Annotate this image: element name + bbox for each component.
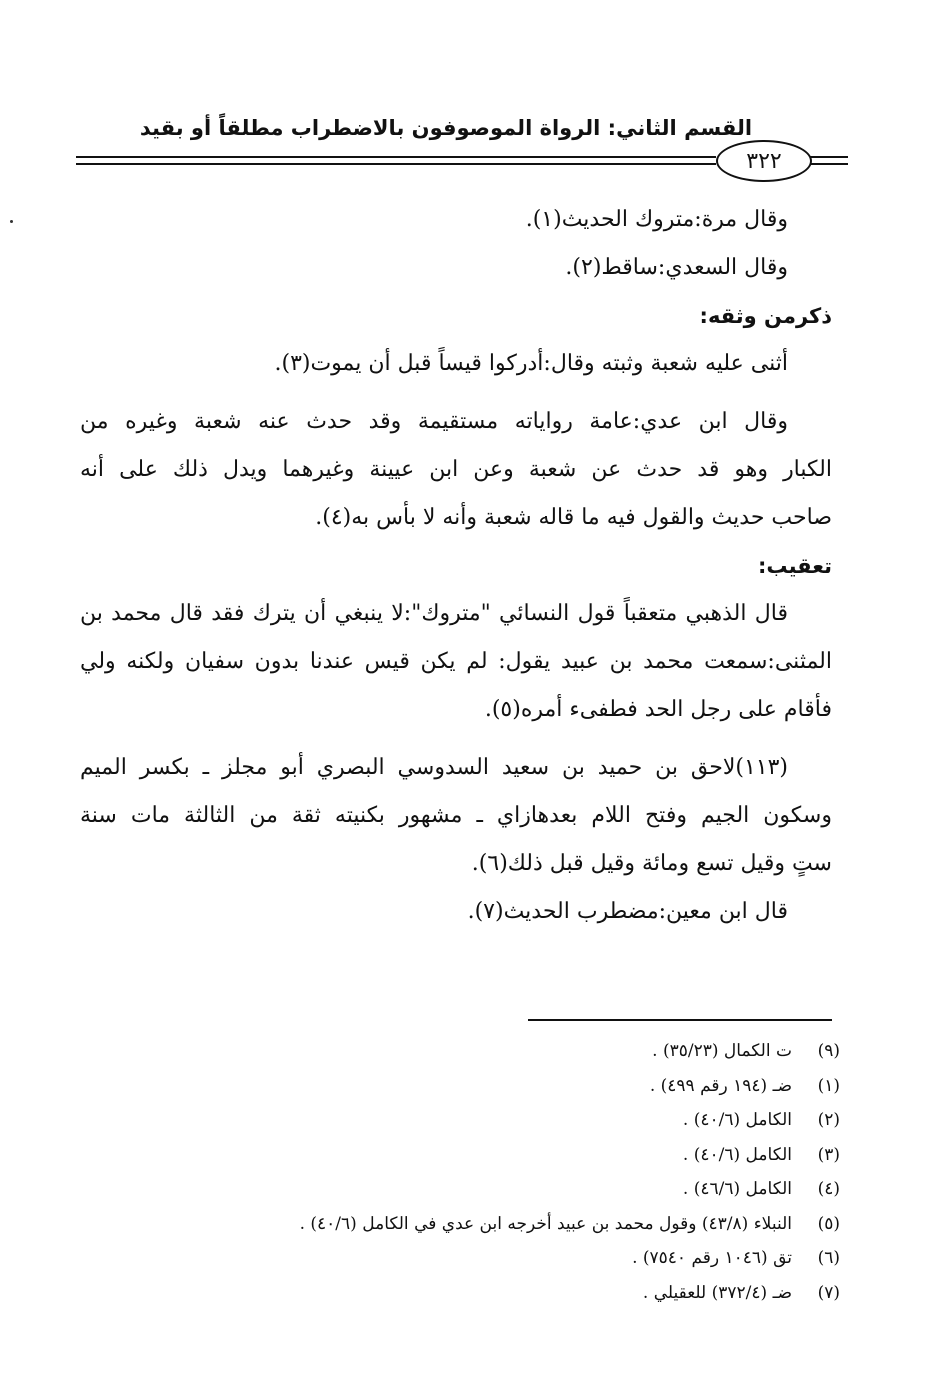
text-line: الكبار وهو قد حدث عن شعبة وعن ابن عيينة وغيرهما ويدل ذلك على أنه	[80, 457, 832, 482]
section-heading: ذكرمن وثقه:	[699, 304, 832, 328]
main-text	[80, 196, 832, 936]
text-line: أثنى عليه شعبة وثبته وقال:أدركوا قيساً قبل أن يموت(٣).	[274, 351, 788, 376]
footnote-separator	[528, 1019, 832, 1021]
footnote-number: (٩)	[817, 1041, 840, 1061]
footnote	[80, 1276, 840, 1311]
footnote-text: الكامل (٤٠/٦) .	[682, 1144, 792, 1165]
text-line: صاحب حديث والقول فيه ما قاله شعبة وأنه لا بأس به(٤).	[315, 505, 832, 530]
footnote-text: الكامل (٤٠/٦) .	[682, 1110, 792, 1130]
footnote-number: (٥)	[817, 1213, 840, 1234]
footnotes	[80, 1034, 840, 1310]
footnote-text: النبلاء (٤٣/٨) وقول محمد بن عبيد أخرجه ابن عدي في الكامل (٤٠/٦) .	[299, 1213, 792, 1234]
text-line: المثنى:سمعت محمد بن عبيد يقول: لم يكن قيس عندنا بدون سفيان ولكنه ولي	[80, 649, 832, 674]
header-rule-right-bottom	[808, 163, 848, 165]
text-line: فأقام على رجل الحد فطفىء أمره(٥).	[484, 697, 832, 722]
text-line: قال الذهبي متعقباً قول النسائي "متروك":لا ينبغي أن يترك فقد قال محمد بن	[80, 601, 788, 626]
header-rule-top	[76, 156, 716, 158]
text-line: قال ابن معين:مضطرب الحديث(٧).	[467, 899, 788, 924]
footnote	[80, 1241, 840, 1276]
section-heading: تعقيب:	[757, 554, 832, 578]
text-line: وقال ابن عدي:عامة رواياته مستقيمة وقد حدث عنه شعبة وغيره من	[80, 409, 788, 434]
footnote	[80, 1207, 840, 1242]
footnote-number: (٣)	[817, 1144, 840, 1165]
footnote	[80, 1034, 840, 1069]
paragraph-gap	[80, 388, 832, 398]
footnote-number: (٢)	[817, 1110, 840, 1130]
page-number-text: ٣٢٢	[746, 148, 782, 174]
footnote-text: الكامل (٤٦/٦) .	[682, 1179, 792, 1199]
running-title: القسم الثاني: الرواة الموصوفون بالاضطراب مطلقاً أو بقيد	[139, 116, 753, 140]
header-rule-bottom	[76, 163, 716, 165]
footnote-text: ضـ (١٩٤ رقم ٤٩٩) .	[649, 1075, 792, 1096]
footnote-number: (٤)	[817, 1179, 840, 1199]
footnote	[80, 1172, 840, 1207]
footnote-number: (٧)	[817, 1282, 840, 1303]
page-number	[716, 140, 812, 182]
text-line: وسكون الجيم وفتح اللام بعدهازاي ـ مشهور بكنيته ثقة من الثالثة مات سنة	[80, 803, 832, 828]
footnote	[80, 1103, 840, 1138]
footnote-text: تق (١٠٤٦ رقم ٧٥٤٠) .	[632, 1248, 792, 1268]
paragraph-gap	[80, 734, 832, 744]
text-line: ستٍ وقيل تسع ومائة وقيل قبل ذلك(٦).	[471, 851, 832, 876]
footnote-number: (٦)	[817, 1248, 840, 1268]
scan-speck	[10, 220, 13, 223]
footnote-text: ضـ (٣٧٢/٤) للعقيلي .	[642, 1282, 792, 1303]
footnote-number: (١)	[817, 1075, 840, 1096]
footnote	[80, 1069, 840, 1104]
text-line: (١١٣)لاحق بن حميد بن سعيد السدوسي البصري أبو مجلز ـ بكسر الميم	[80, 755, 788, 780]
footnote-text: ت الكمال (٣٥/٢٣) .	[652, 1041, 792, 1061]
footnote	[80, 1138, 840, 1173]
header-rule-right-top	[808, 156, 848, 158]
text-line: وقال السعدي:ساقط(٢).	[565, 255, 788, 280]
text-line: وقال مرة:متروك الحديث(١).	[525, 207, 788, 232]
